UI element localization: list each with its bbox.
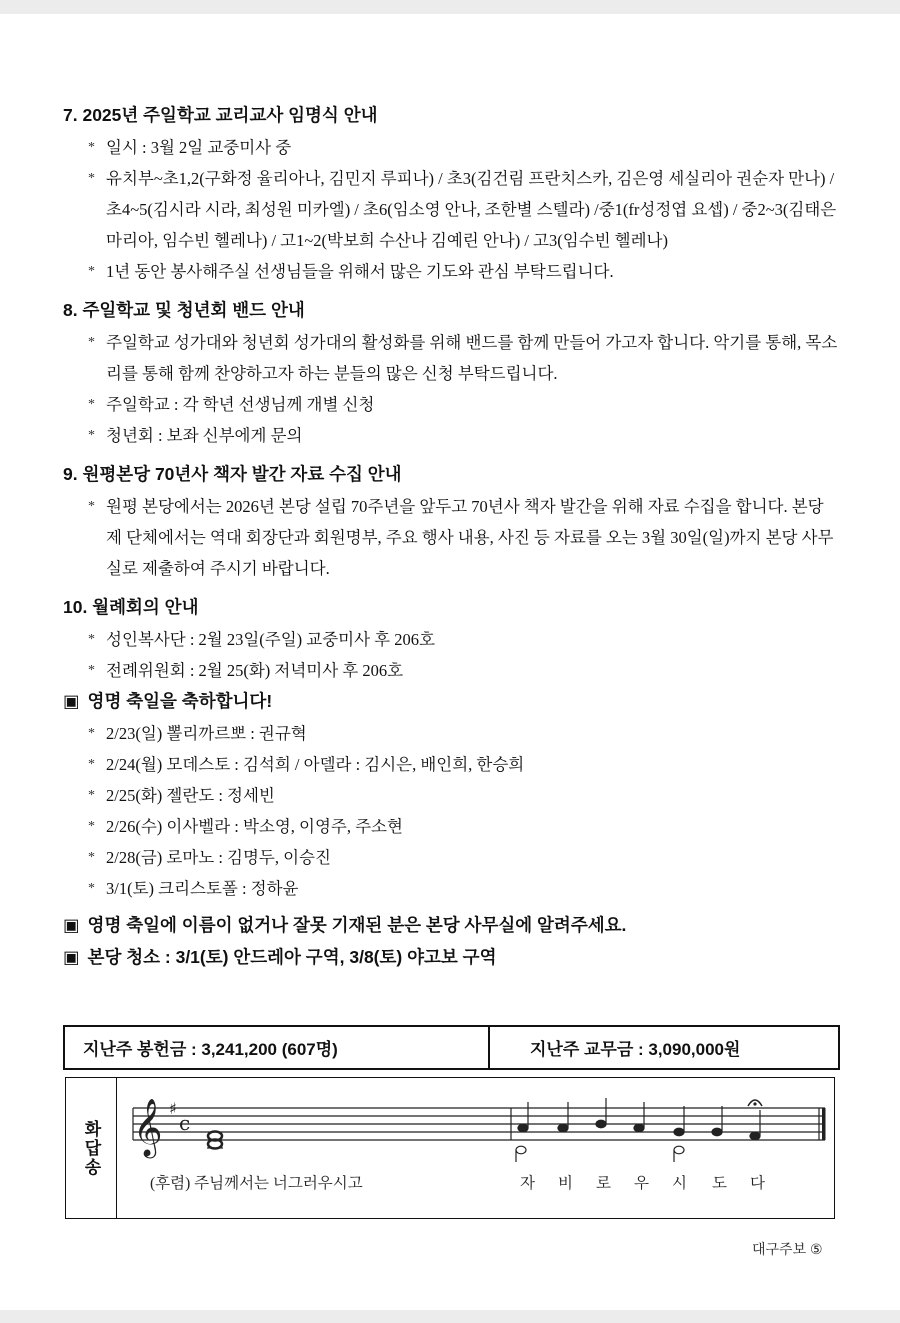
item-list [63, 132, 838, 287]
psalm-label: 화답송 [81, 1119, 101, 1177]
bullet-star: * [88, 788, 95, 803]
sharp-icon: ♯ [169, 1099, 177, 1118]
bullet-star: * [88, 335, 95, 350]
responsorial-psalm-box [65, 1077, 835, 1219]
section-70th-history [63, 461, 838, 584]
square-marker: ▣ [63, 915, 80, 935]
section-teacher-appointment [63, 102, 838, 287]
list-item: * 3/1(토) 크리스토폴 : 정하윤 [63, 873, 838, 904]
section-heading: 8. 주일학교 및 청년회 밴드 안내 [63, 300, 305, 320]
page-footer: 대구주보 ⑤ [752, 1241, 823, 1257]
offering-box [63, 1025, 840, 1070]
bullet-star: * [88, 819, 95, 834]
item-list [63, 718, 838, 904]
square-marker: ▣ [63, 691, 80, 711]
section-monthly-meeting [63, 594, 838, 686]
lyric-syllable: 다 [750, 1175, 765, 1192]
lyrics-refrain: (후렴) 주님께서는 너그러우시고 [150, 1175, 363, 1192]
list-item: * 성인복사단 : 2월 23일(주일) 교중미사 후 206호 [63, 624, 838, 655]
bullet-star: * [88, 632, 95, 647]
bullet-star: * [88, 499, 95, 514]
announcements [63, 102, 838, 970]
bullet-star: * [88, 428, 95, 443]
bullet-star: * [88, 171, 95, 186]
list-item: * 2/24(월) 모데스토 : 김석희 / 아델라 : 김시은, 배인희, 한승희 [63, 749, 838, 780]
list-item: * 일시 : 3월 2일 교중미사 중 [63, 132, 838, 163]
bullet-star: * [88, 663, 95, 678]
item-list [63, 491, 838, 584]
lyric-syllable: 시 [672, 1175, 687, 1192]
list-item: * 유치부~초1,2(구화정 율리아나, 김민지 루피나) / 초3(김건림 프란치스카, 김은영 세실리아 권순자 만나) / 초4~5(김시라 시라, 최성원 미카엘) / 초6(임소영 안나, 조한별 스텔라) /중1(fr성정엽 요셉) / 중2~3(김태은 마리아, 임수빈 헬레나) / 고1~2(박보희 수산나 김예린 안나) / 고3(임수빈 헬레나) [63, 163, 838, 256]
section-heading: ▣ 영명 축일을 축하합니다! [63, 691, 273, 711]
dues-amount: 지난주 교무금 : 3,090,000원 [530, 1040, 741, 1059]
notice-feast-correction: ▣ 영명 축일에 이름이 없거나 잘못 기재된 분은 본당 사무실에 알려주세요. [63, 915, 627, 935]
bullet-star: * [88, 397, 95, 412]
item-list [63, 327, 838, 451]
section-heading: 7. 2025년 주일학교 교리교사 임명식 안내 [63, 105, 378, 125]
psalm-label-cell [66, 1078, 117, 1218]
bulletin-page [0, 14, 900, 1310]
bullet-star: * [88, 881, 95, 896]
bullet-star: * [88, 757, 95, 772]
treble-clef-icon: 𝄞 [133, 1098, 163, 1156]
square-marker: ▣ [63, 947, 80, 967]
bullet-star: * [88, 264, 95, 279]
lyric-syllable: 자 [520, 1175, 535, 1192]
list-item: * 전례위원회 : 2월 25(화) 저녁미사 후 206호 [63, 655, 838, 686]
list-item: * 주일학교 : 각 학년 선생님께 개별 신청 [63, 389, 838, 420]
list-item: * 2/25(화) 젤란도 : 정세빈 [63, 780, 838, 811]
lyric-syllable: 로 [596, 1175, 611, 1192]
lyric-syllable: 도 [712, 1175, 727, 1192]
section-heading: 9. 원평본당 70년사 책자 발간 자료 수집 안내 [63, 464, 402, 484]
bullet-star: * [88, 140, 95, 155]
item-list [63, 624, 838, 686]
lyric-syllable: 우 [634, 1175, 649, 1192]
list-item: * 원평 본당에서는 2026년 본당 설립 70주년을 앞두고 70년사 책자 발간을 위해 자료 수집을 합니다. 본당 제 단체에서는 역대 회장단과 회원명부, 주요 행사 내용, 사진 등 자료를 오는 3월 30일(일)까지 본당 사무실로 제출하여 주시기 바랍니다. [63, 491, 838, 584]
section-heading: 10. 월례회의 안내 [63, 597, 199, 617]
notice-cleaning: ▣ 본당 청소 : 3/1(토) 안드레아 구역, 3/8(토) 야고보 구역 [63, 947, 497, 967]
list-item: * 1년 동안 봉사해주실 선생님들을 위해서 많은 기도와 관심 부탁드립니다. [63, 256, 838, 287]
list-item: * 2/28(금) 로마노 : 김명두, 이승진 [63, 842, 838, 873]
section-band [63, 297, 838, 451]
list-item: * 주일학교 성가대와 청년회 성가대의 활성화를 위해 밴드를 함께 만들어 가고자 합니다. 악기를 통해, 목소리를 통해 함께 찬양하고자 하는 분들의 많은 신청 부탁드립니다. [63, 327, 838, 389]
list-item: * 청년회 : 보좌 신부에게 문의 [63, 420, 838, 451]
section-feast-days [63, 688, 838, 904]
list-item: * 2/26(수) 이사벨라 : 박소영, 이영주, 주소현 [63, 811, 838, 842]
bullet-star: * [88, 726, 95, 741]
common-time-icon: c [179, 1111, 191, 1135]
bullet-star: * [88, 850, 95, 865]
offering-amount: 지난주 봉헌금 : 3,241,200 (607명) [65, 1027, 490, 1068]
music-staff [117, 1078, 833, 1218]
lyric-syllable: 비 [558, 1175, 573, 1192]
list-item: * 2/23(일) 뽈리까르뽀 : 권규혁 [63, 718, 838, 749]
